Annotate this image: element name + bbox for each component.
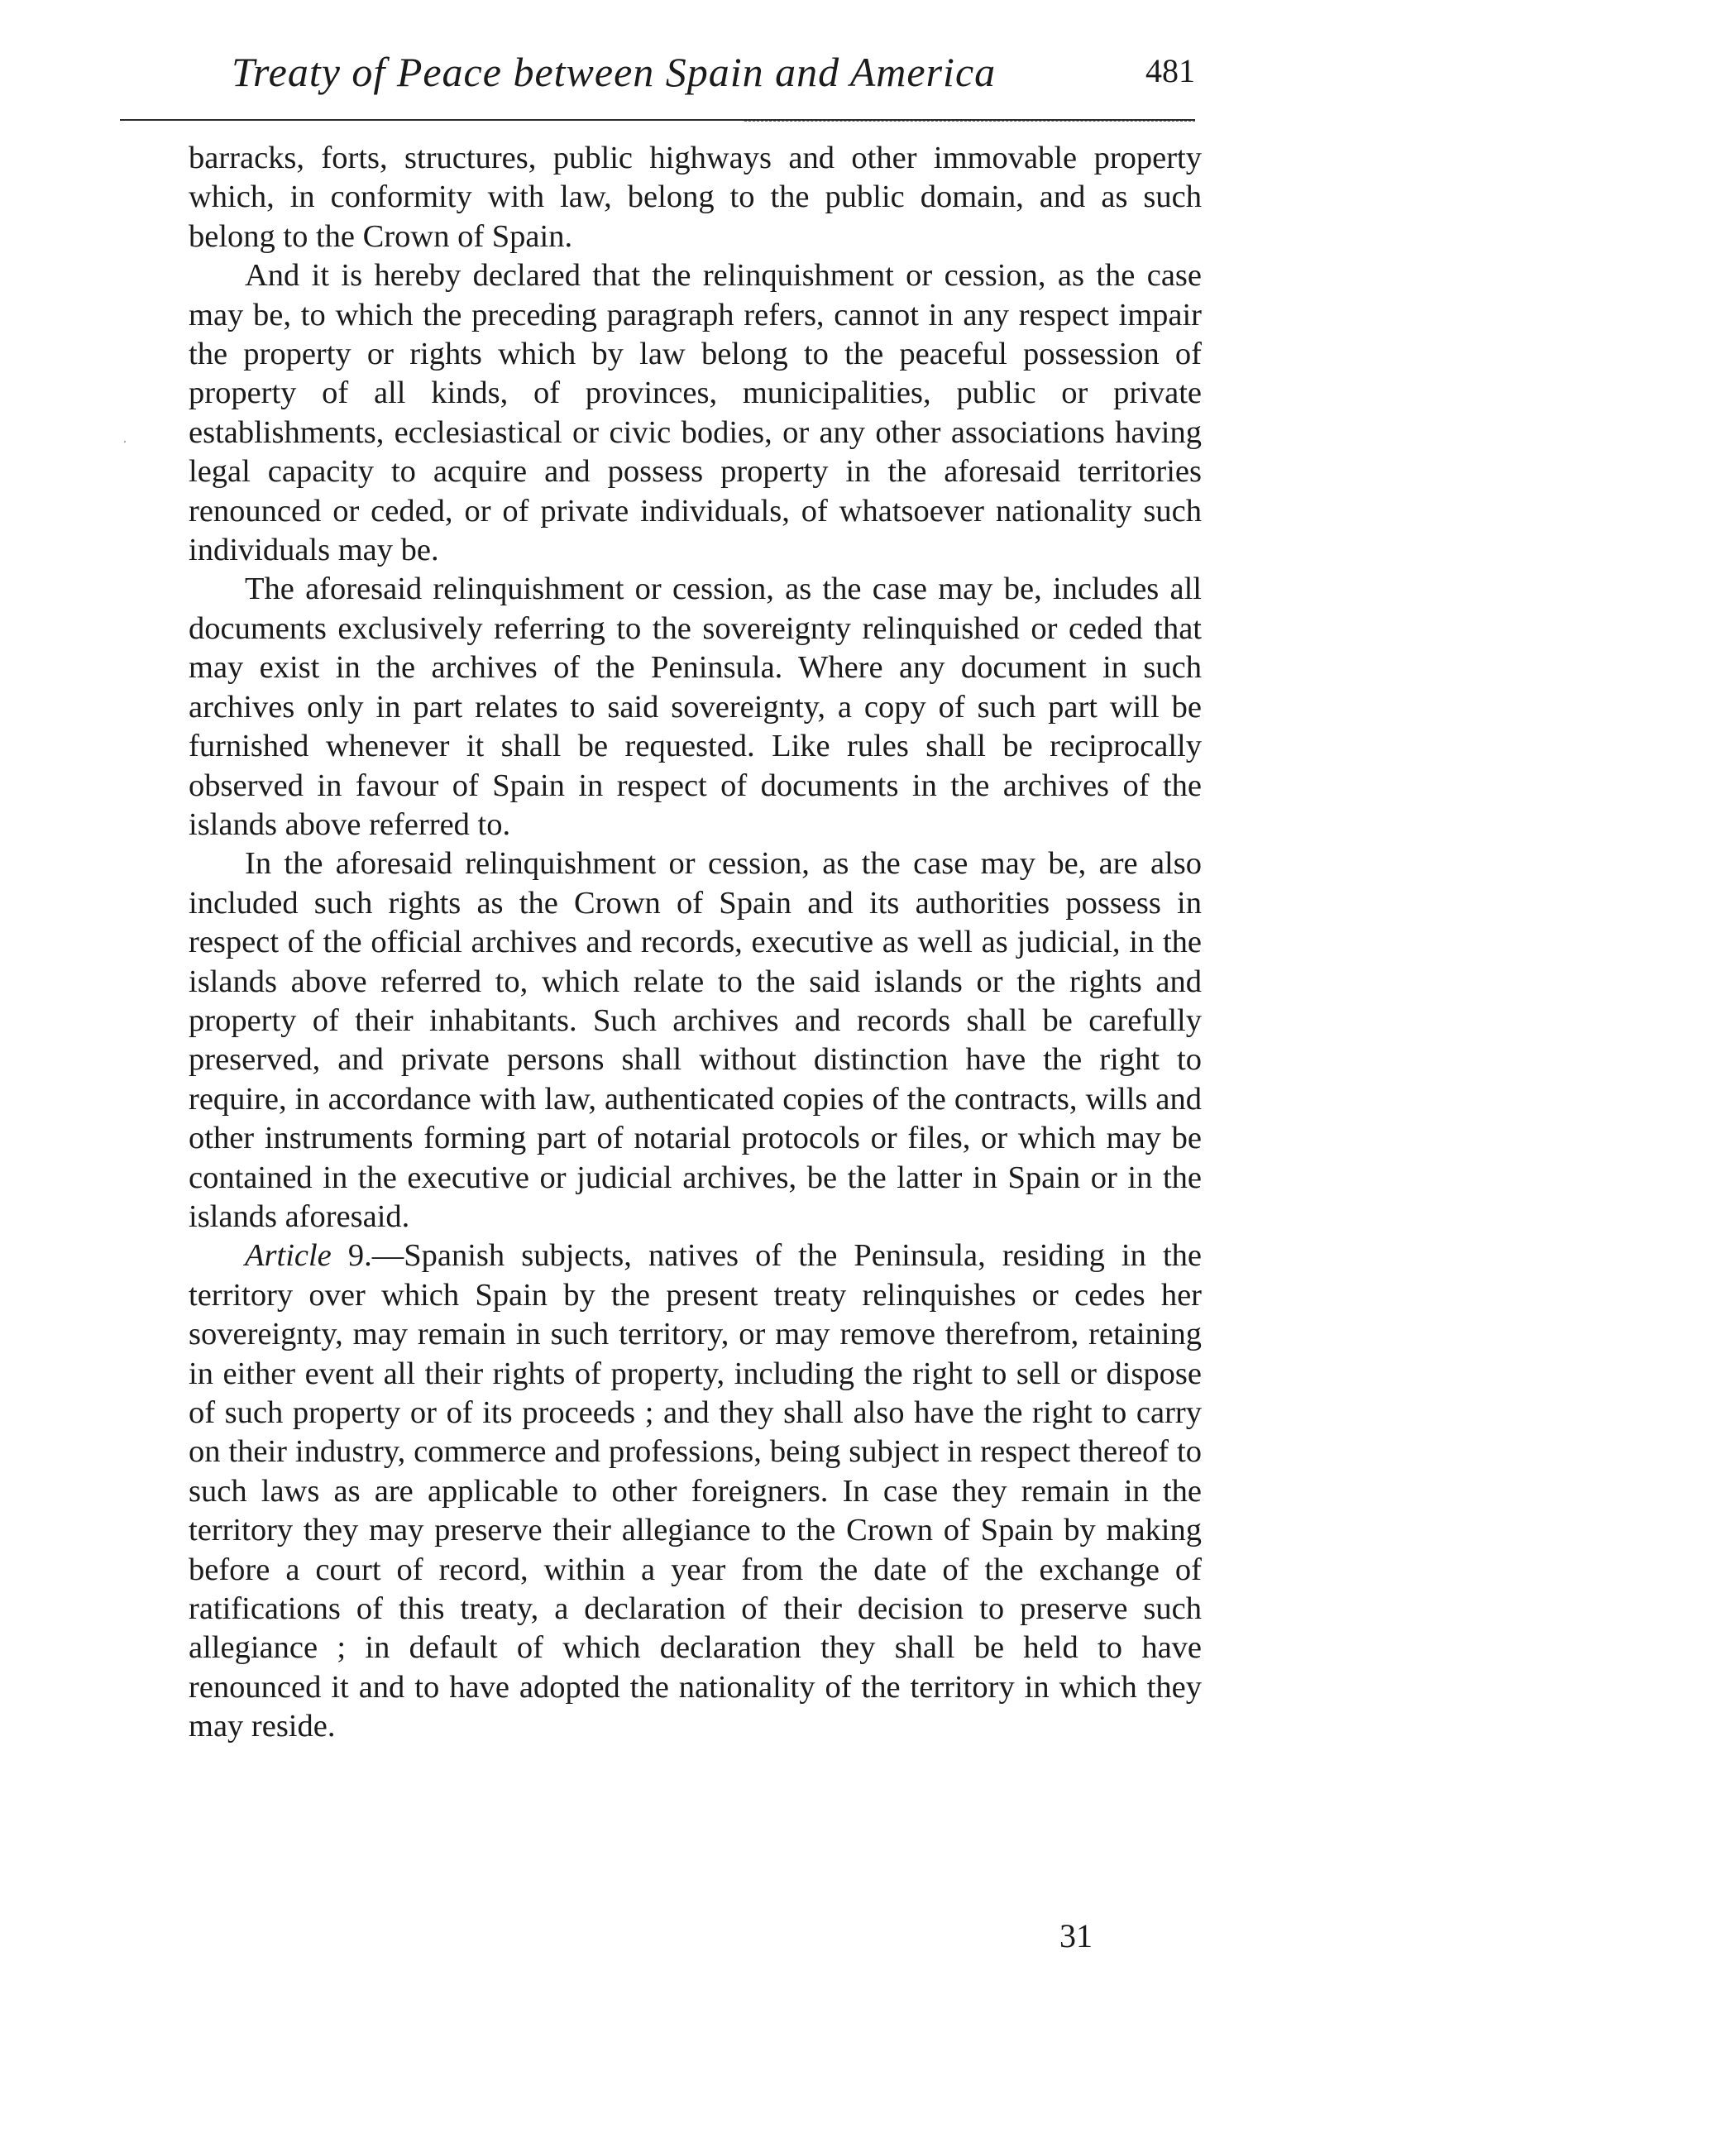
running-head (232, 48, 1195, 114)
paragraph-article-9 (189, 1237, 1202, 1746)
paragraph-text: barracks, forts, structures, public highways and other immovable property which, in conformity with law, belong to the public domain, and as such belong to the Crown of Spain. (189, 141, 1202, 254)
paragraph-text: 9.—Spanish subjects, natives of the Peninsula, residing in the territory over which Spain by the present treaty relinquishes or cedes her sovereignty, may remain in such territory, or may remove therefrom, retaining in either event all their rights of property, including the right to sell or dispose of such property or of its proceeds ; and they shall also have the right to carry on their industry, commerce and professions, being subject in respect thereof to such laws as are applicable to other foreigners. In case they remain in the territory they may preserve their allegiance to the Crown of Spain by making before a court of record, within a year from the date of the exchange of ratifications of this treaty, a declaration of their decision to preserve such allegiance ; in default of which declaration they shall be held to have renounced it and to have adopted the nationality of the territory in which they may reside. (189, 1238, 1202, 1744)
paragraph-text: And it is hereby declared that the relinquishment or cession, as the case may be, to which the preceding paragraph refers, cannot in any respect impair the property or rights which by law belong to the peaceful possession of property of all kinds, of provinces, municipalities, public or private establishments, ecclesiastical or civic bodies, or any other associations having legal capacity to acquire and possess property in the aforesaid territories renounced or ceded, or of private individuals, of whatsoever nationality such individuals may be. (189, 258, 1202, 568)
paragraph (189, 570, 1202, 844)
body-text (189, 139, 1202, 1747)
header-rule-dashed (744, 121, 1195, 122)
article-label: Article (245, 1238, 332, 1274)
signature-mark: 31 (1059, 1917, 1093, 1954)
paragraph-text: The aforesaid relinquishment or cession, as the case may be, includes all documents exclusively referring to the sovereignty relinquished or ceded that may exist in the archives of the Peninsula. Where any document in such archives only in part relates to said sovereignty, a copy of such part will be furnished whenever it shall be requested. Like rules shall be reciprocally observed in favour of Spain in respect of documents in the archives of the islands above referred to. (189, 572, 1202, 842)
running-title: Treaty of Peace between Spain and America (232, 49, 997, 95)
page-number: 481 (1145, 52, 1195, 89)
margin-speck (124, 441, 126, 442)
paragraph-continuation (189, 139, 1202, 256)
paragraph-text: In the aforesaid relinquishment or cession, as the case may be, are also included such rights as the Crown of Spain and its authorities possess in respect of the official archives and records, executive as well as judicial, in the islands above referred to, which relate to the said islands or the rights and property of their inhabitants. Such archives and records shall be carefully preserved, and private persons shall without distinction have the right to require, in accordance with law, authenticated copies of the contracts, wills and other instruments forming part of notarial protocols or files, or which may be contained in the executive or judicial archives, be the latter in Spain or in the islands aforesaid. (189, 846, 1202, 1234)
paragraph (189, 256, 1202, 570)
paragraph (189, 844, 1202, 1237)
